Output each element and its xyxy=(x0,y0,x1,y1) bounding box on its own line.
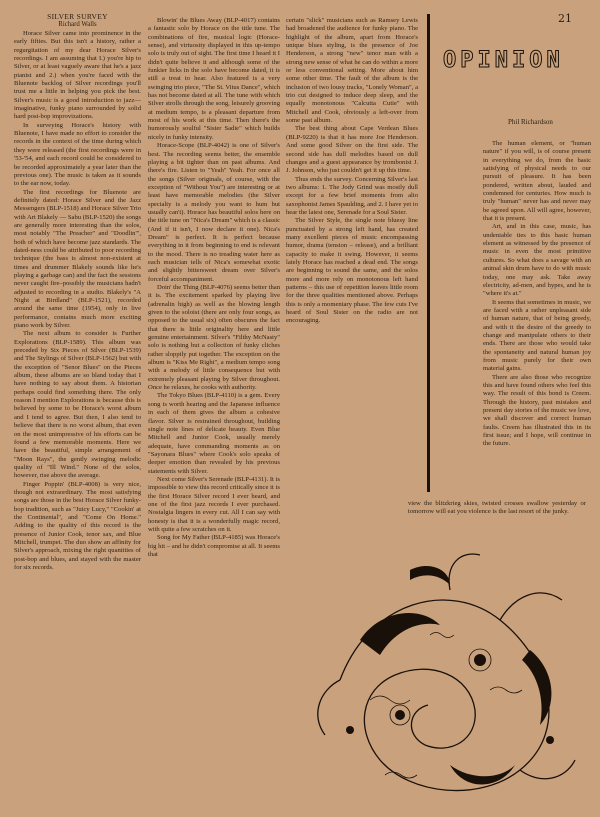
paragraph: Art, and in this case, music, has undeniable ties to this basic human element as witnessed by the presence of music in even the most primitive cultures. So what does a savage with an animal skin drum have to do with music today, one may ask. Take away electricity, ad-men, and hypes, and he is "where it's at." xyxy=(483,223,591,298)
article-column-2 xyxy=(148,17,280,810)
page-number: 21 xyxy=(558,12,572,25)
opinion-heading: OPINION xyxy=(443,48,564,73)
paragraph: certain "slick" musicians such as Ramsey Lewis had broadened the audience for funky piano. The highlight of the album, apart from Horace's unique blues styling, is the presence of Joe Henderson, a strong "new" tenor man with a strong new sense of what he can do within a more or less conventional setting. More about him some other time. The fault of the album is the inclusion of two lousy tracks, "Lonely Woman", a trio cut designed to induce deep sleep, and the equally monotonous "Calcutta Cutie" with Mitchell and Cook, obviously a left-over from some past album. xyxy=(286,17,418,125)
paragraph: In surveying Horace's history with Bluenote, I have made no effort to consider the records in the context of the time during which they were released (the first recordings were in '53-'54, and each record could be considered to be recorded approximately a year later than the previous one). The music is taken as it sounds to the ear now, today. xyxy=(14,121,141,188)
opinion-byline: Phil Richardson xyxy=(508,118,553,126)
paragraph: Horace Silver came into prominence in the early fifties. But this isn't a history, rather a regurgitation of my dear Horace Silver's recordings. I am assuming that I.) you're hip to Silver, or at least vaguely aware that he's a jazz pianist and 2.) when you're faced with the Bluenote backlog of Silver recordings you'll trust me a little in helping you pick the best. Silver's music is a good introduction to jazz—imaginative, funky piano surrounded by solid hard post-bop improvizations. xyxy=(14,30,141,121)
paragraph: It seems that sometimes in music, we are faced with a rather unpleasant side of human nature, that of being greedy, and with it the desire of the greedy to change and manipulate others to their ends. There are those who would take the spontaneity and natural human joy from music purely for their own material gains. xyxy=(483,298,591,373)
opinion-column xyxy=(483,140,591,470)
article-column-3 xyxy=(286,17,418,447)
paragraph: Horace-Scope (BLP-4042) is one of Silver's best. The recording seems better, the ensemble playing a bit tighter than on past albums. And there's fire. Listen to "Yeah" Yeah. For once all the songs (Silver originals, of course, with the exception of "Without You") are interesting or at least have memorable melodies (the Silver specialty is a melody you want to hum but usually can't). Horace has beautiful solos here on the title tune on "Nica's Dream" which is a classic (And if it isn't, I now declare it one). Nica's Dream" is perfect. It is perfect because everything in it from beginning to end is relevant to the mood. There is no treading water here as each musician tells of Nica's somewhat exotic and slightly bittersweet dream over Silver's forceful accompaniment. xyxy=(148,142,280,283)
paragraph: Doin' the Thing (BLP-4076) seems better than it is. The excitement sparked by playing live (adrenalin high) as well as the blowing length given to the soloist (there are only four songs, as opposed to the usual six) often obscures the fact that there is little originality here and little genuine entertainment. Silver's "Filthy McNasty" solo is nothing but a collection of funky cliches rather sloppily put together. The exception on the album is "Kiss Me Right", a medium tempo song with a melody of little consequence but with extremely pleasant playing by Silver throughout. Once he relaxes, he cooks with authority. xyxy=(148,284,280,392)
paragraph: The Tokyo Blues (BLP-4110) is a gem. Every song is worth hearing and the Japanese influence in each of them gives the album a cohesive flavor. Silver is restrained throughout, building single note lines of delicate beauty. Even Blue Mitchell and Junior Cook, usually merely adequate, have commanding moments as on "Sayonara Blues" where Cook's solo speaks of deeper emotion than revealed by his previous statements with Silver. xyxy=(148,392,280,475)
paragraph: Song for My Father (BLP-4185) was Horace's big hit – and he didn't compromise at all. It seems that xyxy=(148,534,280,558)
article-byline: Richard Walls xyxy=(58,21,97,28)
paragraph: The Silver Style, the single note bluesy line punctuated by a strong left hand, has created many excellent pieces of music encompassing humor, drama (tension – release), and a brilliant capacity to make it swing. However, it seems lately Horace has reached a dead end. The songs are beginning to sound the same, and the solos more and more rely on monotonous left hand patterns – this use of repetition leaves little room for the three qualities mentioned above. Perhaps this is only a momentary phase. The few cuts I've heard of Soul Sister on the radio are not encouraging. xyxy=(286,217,418,325)
paragraph: The first recordings for Bluenote are definitely dated: Horace Silver and the Jazz Messengers (BLP-1518) and Horace Silver Trio with Art Blakely — Sabu (BLP-1520) the songs are generally more interesting than the solos, most notably "The Preacher" and "Doodlin'", both of which have become jazz standards. The dated-ness could be attributed to poor recording technique (the bass is almost non-existent at times and drummer Blakely sounds like he's playing a garbage can) and the fact the sessions never caught fire–possibly the musicians hadn't adjusted to recording in a studio. Blakely's "A Night at Birdland" (BLP-1521), recorded around the same time (1954), only in live performance, contains much more exciting piano work by Silver. xyxy=(14,188,141,330)
illustration-caption: view the blitzkrieg skies, twisted crosses swallow yesterday or tomorrow will eat you violence is the last resort of the junky. xyxy=(408,500,586,516)
paragraph: Blowin' the Blues Away (BLP-4017) contains a fantastic solo by Horace on the title tune. The combinations of fire, musical logic (Horace-sense), and virtuosity displayed in this up-tempo solo is truly out of sight. The first time I heard it I didn't quite believe it and although some of the funkier licks in the solo have become dated, it is still a treat to hear. Also featured is a very swinging trio piece, "The St. Vitus Dance", which has not become dated at all. The tune with which Silver strolls through the song, leisurely grooving at medium tempo, is a pleasant departure from most of his work at this time. Then there's the humorously soulful "Sister Sadie" which builds nicely in funky intensity. xyxy=(148,17,280,141)
paragraph: The best thing about Cape Verdean Blues (BLP-9220) is that it has more Joe Henderson. And some good Silver on the first side. The second side has dull melodies based on dull changes and a guest appearance by trombonist J. J. Johnson, who just couldn't get it up this time. xyxy=(286,125,418,175)
article-title: SILVER SURVEY xyxy=(47,12,108,21)
article-column-1 xyxy=(14,30,141,810)
paragraph: The human element, or "human nature" if you will, is of course present in everything we do, from the basic satisfying of physical needs to our pursuit of pleasure. It has been pondered, written about, lauded and condemned for centuries. How much is truly "human" never has and never may be agreed upon. All will agree, however, that it is present. xyxy=(483,140,591,223)
column-divider xyxy=(427,14,430,492)
paragraph: The next album to consider is Further Explorations (BLP-1589). This album was preceded by Six Pieces of Silver (BLP-1539) and The Stylings of Silver (BLP-1562) but with the exception of "Senor Blues" on the Pieces album, these albums are so bland today that I have nothing to say about them. A historian perhaps could find something there. The only reason I mention Explorations is because this is believed by some to be Horace's worst album and I tend to agree. But then, I also tend to believe that there is no worst album, that even on the most unimpressive of his efforts can be found a few memorable moments. Here we have the beautiful, simple arrangement of "Moon Rays", the gently swinging melodic quality of "Ill Wind." None of the solos, however, rise above the average. xyxy=(14,330,141,480)
paragraph: Finger Poppin' (BLP-4008) is very nice, though not extraordinary. The most satisfying songs are those in the best Horace Silver funky-bop tradition, such as "Juicy Lucy," "Cookin' at the Continental", and "Come On Home." Adding to the quality of this record is the presence of Junior Cook, tenor sax, and Blue Mitchell, trumpet. The duo show an affinity for Silver's approach, mixing the right quantities of post-bop and blues, and stayed with the master for six records. xyxy=(14,480,141,571)
paragraph: There are also those who recognize this and have found others who feel this way. The result of this bond is Creem. Through the history, past mistakes and present day stories of the music we love, we shall discover and correct human faults. Creem has illustrated this in its first issue; and I hope, will continue in the future. xyxy=(483,373,591,448)
paragraph: Next come Silver's Serenade (BLP-4131). It is impossible to view this record critically since it is the first Horace Silver record I ever heard, and one of the first jazz records I ever purchased. Nostalgia lingers in every cut. All I can say with honesty is that it is a wonderfully magic record, with quite a few scratches on it. xyxy=(148,475,280,533)
paragraph: Thus ends the survey. Concerning Silver's last two albums: 1. The Jody Grind was mostly dull except for a few brief moments from alto saxophonist James Spaulding, and 2. I have yet to hear the latest one, Serenade for a Soul Sister. xyxy=(286,175,418,216)
psychedelic-illustration xyxy=(300,540,592,815)
